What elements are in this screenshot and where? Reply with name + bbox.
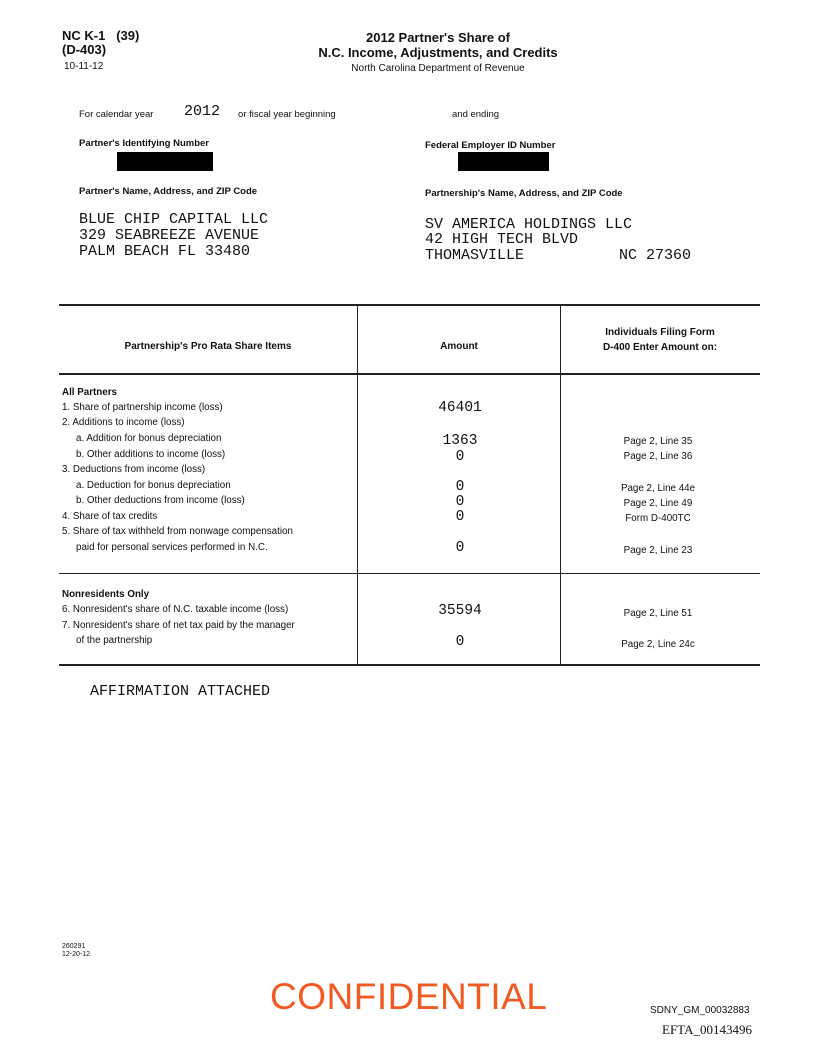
section-divider-rule [59, 573, 760, 574]
ref-7: Page 2, Line 24c [621, 639, 695, 650]
section-nonresidents: Nonresidents Only [62, 589, 150, 600]
ref-3a: Page 2, Line 44e [620, 483, 696, 494]
ref-5: Page 2, Line 23 [623, 545, 693, 556]
form-seq: (39) [116, 28, 140, 43]
item-3: 3. Deductions from income (loss) [62, 464, 206, 475]
partnership-state-zip: NC 27360 [619, 247, 692, 264]
item-5-line1: 5. Share of tax withheld from nonwage compensation [62, 526, 293, 537]
form-number-text: NC K-1 [62, 28, 106, 43]
table-header-rule [59, 373, 760, 375]
affirmation-note: AFFIRMATION ATTACHED [90, 683, 271, 700]
col-header-enter-on-1: Individuals Filing Form [605, 327, 715, 338]
amount-4: 0 [455, 509, 465, 525]
partner-city: PALM BEACH FL 33480 [79, 243, 251, 260]
amount-7: 0 [455, 634, 465, 650]
table-bottom-rule [59, 664, 760, 666]
amount-3a: 0 [455, 479, 465, 495]
item-2b: b. Other additions to income (loss) [76, 449, 226, 460]
bates-number: SDNY_GM_00032883 [650, 1005, 750, 1016]
item-2a: a. Addition for bonus depreciation [76, 433, 222, 444]
calendar-year-value: 2012 [184, 103, 221, 120]
footer-code-2: 12-20-12 [62, 951, 91, 958]
amount-3b: 0 [455, 494, 465, 510]
amount-1: 46401 [438, 400, 482, 416]
item-3b: b. Other deductions from income (loss) [76, 495, 245, 506]
item-7-line2: of the partnership [76, 635, 153, 646]
col-header-items: Partnership's Pro Rata Share Items [124, 341, 292, 352]
ending-label: and ending [452, 109, 500, 120]
partner-id-label: Partner's Identifying Number [79, 138, 210, 149]
amount-6: 35594 [438, 603, 482, 619]
ref-6: Page 2, Line 51 [623, 608, 693, 619]
partnership-city: THOMASVILLE [425, 247, 525, 264]
ref-4: Form D-400TC [625, 513, 691, 524]
fein-label: Federal Employer ID Number [425, 140, 556, 151]
amount-2b: 0 [455, 449, 465, 465]
item-5-line2: paid for personal services performed in N.C. [76, 542, 268, 553]
table-top-rule [59, 304, 760, 306]
partner-name: BLUE CHIP CAPITAL LLC [79, 211, 269, 228]
col-header-amount: Amount [440, 341, 478, 352]
partnership-name: SV AMERICA HOLDINGS LLC [425, 216, 633, 233]
section-all-partners: All Partners [62, 387, 117, 398]
partnership-name-label: Partnership's Name, Address, and ZIP Code [425, 188, 623, 199]
fiscal-year-label: or fiscal year beginning [238, 109, 336, 120]
column-divider-2 [560, 304, 561, 665]
amount-2a: 1363 [442, 433, 478, 449]
form-number [62, 28, 139, 43]
ref-2b: Page 2, Line 36 [623, 451, 693, 462]
ref-3b: Page 2, Line 49 [623, 498, 693, 509]
item-3a: a. Deduction for bonus depreciation [76, 480, 231, 491]
col-header-enter-on-2: D-400 Enter Amount on: [602, 342, 718, 353]
partnership-address: 42 HIGH TECH BLVD [425, 231, 579, 248]
footer-code [62, 943, 90, 959]
item-4: 4. Share of tax credits [62, 511, 158, 522]
form-title-line2: N.C. Income, Adjustments, and Credits [318, 45, 558, 60]
partner-id-redaction [117, 152, 213, 171]
column-divider-1 [357, 304, 358, 665]
fein-redaction [458, 152, 549, 171]
partner-address: 329 SEABREEZE AVENUE [79, 227, 260, 244]
partner-name-label: Partner's Name, Address, and ZIP Code [79, 186, 258, 197]
ref-2a: Page 2, Line 35 [623, 436, 693, 447]
confidential-stamp: CONFIDENTIAL [270, 976, 548, 1017]
item-7-line1: 7. Nonresident's share of net tax paid by the manager [62, 620, 295, 631]
form-alt-number: (D-403) [62, 42, 107, 57]
revision-date: 10-11-12 [64, 61, 104, 72]
item-1: 1. Share of partnership income (loss) [62, 402, 223, 413]
form-title-line1: 2012 Partner's Share of [366, 30, 510, 45]
item-6: 6. Nonresident's share of N.C. taxable income (loss) [62, 604, 289, 615]
calendar-year-label: For calendar year [79, 109, 154, 120]
efta-number: EFTA_00143496 [662, 1022, 752, 1037]
footer-code-1: 260291 [62, 943, 86, 950]
amount-5: 0 [455, 540, 465, 556]
agency-name: North Carolina Department of Revenue [351, 63, 525, 74]
item-2: 2. Additions to income (loss) [62, 417, 185, 428]
